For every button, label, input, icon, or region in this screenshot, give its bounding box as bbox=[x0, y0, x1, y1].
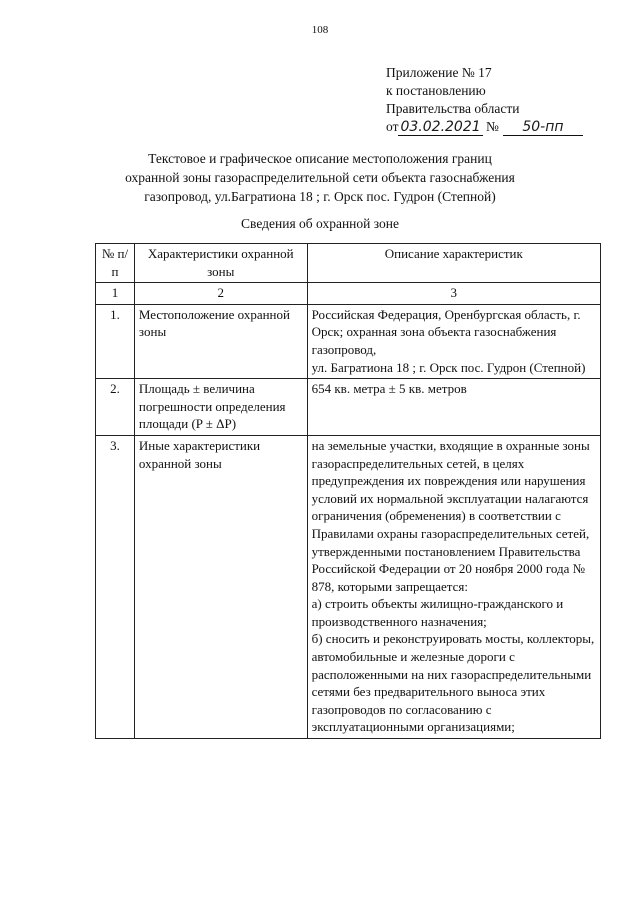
row-description bbox=[307, 304, 600, 378]
row-description bbox=[307, 379, 600, 436]
row-description bbox=[307, 435, 600, 738]
table-header-row bbox=[96, 244, 601, 283]
zone-info-table bbox=[95, 243, 601, 739]
appendix-date-line bbox=[386, 118, 583, 136]
row-characteristic: Иные характеристики охранной зоны bbox=[134, 435, 307, 738]
appendix-line-3: Правительства области bbox=[386, 101, 520, 116]
title-line-2: охранной зоны газораспределительной сети объекта газоснабжения bbox=[125, 170, 515, 185]
date-prefix: от bbox=[386, 119, 399, 134]
handwritten-date: 03.02.2021 bbox=[400, 119, 481, 135]
row-num: 2. bbox=[96, 379, 135, 436]
column-number: 3 bbox=[307, 283, 600, 305]
appendix-line-2: к постановлению bbox=[386, 83, 486, 98]
row-num: 3. bbox=[96, 435, 135, 738]
description-paragraph: 654 кв. метра ± 5 кв. метров bbox=[311, 381, 467, 397]
description-paragraph: б) сносить и реконструировать мосты, коллекторы, автомобильные и железные дороги с расположенными на них газораспределительными сетями без предварительного выноса этих газопроводов по согласованию с эксплуатационными организациями; bbox=[311, 631, 595, 735]
document-title bbox=[60, 149, 580, 206]
number-sign: № bbox=[486, 119, 499, 134]
column-number-row bbox=[96, 283, 601, 305]
header-description: Описание характеристик bbox=[307, 244, 600, 283]
column-number: 1 bbox=[96, 283, 135, 305]
row-num: 1. bbox=[96, 304, 135, 378]
page-number: 108 bbox=[311, 24, 329, 36]
section-title: Сведения об охранной зоне bbox=[241, 216, 399, 231]
header-characteristics: Характеристики охранной зоны bbox=[134, 244, 307, 283]
title-line-1: Текстовое и графическое описание местоположения границ bbox=[148, 151, 492, 166]
table-row bbox=[96, 304, 601, 378]
description-paragraph: ул. Багратиона 18 ; г. Орск пос. Гудрон (Степной) bbox=[311, 359, 586, 375]
column-number: 2 bbox=[134, 283, 307, 305]
description-paragraph: а) строить объекты жилищно-гражданского и производственного назначения; bbox=[311, 596, 564, 629]
row-characteristic: Площадь ± величина погрешности определения площади (P ± ΔP) bbox=[134, 379, 307, 436]
table-row bbox=[96, 435, 601, 738]
description-paragraph: Российская Федерация, Оренбургская область, г. Орск; охранная зона объекта газоснабжения газопровод, bbox=[311, 306, 581, 357]
table-row bbox=[96, 379, 601, 436]
title-line-3: газопровод, ул.Багратиона 18 ; г. Орск пос. Гудрон (Степной) bbox=[144, 189, 496, 204]
description-paragraph: на земельные участки, входящие в охранные зоны газораспределительных сетей, в целях предупреждения их повреждения или нарушения условий их нормальной эксплуатации налагаются ограничения (обременения) в соответствии с Правилами охраны газораспределительных сетей, утвержденными постановлением Правительства Российской Федерации от 20 ноября 2000 года № 878, которыми запрещается: bbox=[311, 437, 590, 594]
header-num: № п/п bbox=[96, 244, 135, 283]
handwritten-number: 50-пп bbox=[503, 119, 583, 136]
appendix-line-1: Приложение № 17 bbox=[386, 65, 492, 80]
row-characteristic: Местоположение охранной зоны bbox=[134, 304, 307, 378]
appendix-block bbox=[386, 64, 583, 136]
